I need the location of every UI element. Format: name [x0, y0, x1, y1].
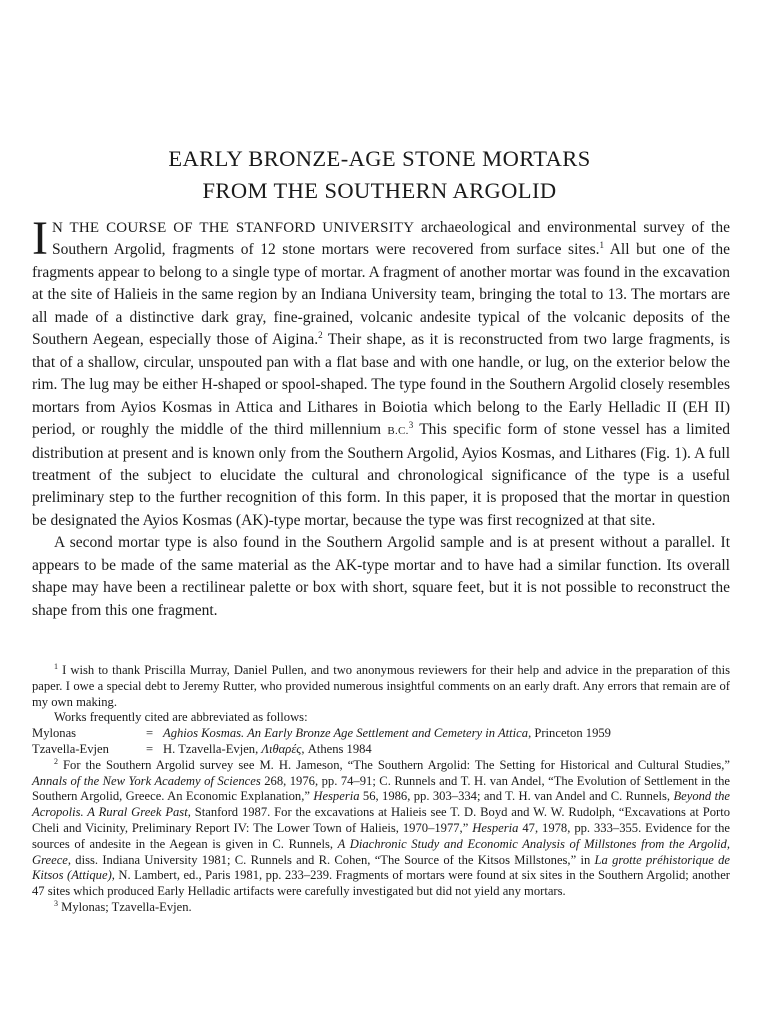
abbreviation-key: Tzavella-Evjen	[32, 741, 109, 756]
footnote-3-text: Mylonas; Tzavella-Evjen.	[58, 899, 192, 914]
citation-title: Annals of the New York Academy of Sciences	[32, 773, 261, 788]
paragraph-1	[32, 212, 730, 532]
abbreviation-value	[163, 742, 730, 758]
footnote-ref-3[interactable]: 3	[408, 420, 414, 431]
footnote-2-text: , diss. Indiana University 1981; C. Runnels and R. Cohen, “The Source of the Kitsos Millstones,” in	[67, 852, 595, 867]
abbreviation-value	[163, 726, 730, 742]
footnote-2-text: 268, 1976, pp. 74–91; C. Runnels and T. H. van Andel, “The Evolution of Settlement in the Southern Argolid, Greece. An Economic Explanation,”	[32, 773, 730, 804]
abbreviation-key: Mylonas	[32, 726, 77, 741]
footnote-1-text: I wish to thank Priscilla Murray, Daniel Pullen, and two anonymous reviewers for their help and advice in the preparation of this paper. I owe a special debt to Jeremy Rutter, who provided numerous insightful comments on an early draft. Any errors that remain are of my own making.	[32, 663, 730, 709]
citation-title: La grotte préhistorique de Kitsos (Attique)	[32, 852, 730, 883]
footnote-ref-2[interactable]: 2	[318, 330, 323, 341]
abbreviation-rest: , Athens 1984	[301, 741, 372, 756]
small-caps-lead: N THE COURSE OF THE STANFORD UNIVERSITY	[51, 220, 415, 236]
footnote-3-number: 3	[54, 898, 58, 908]
citation-title: A Diachronic Study and Economic Analysis of Millstones from the Argolid, Greece	[32, 836, 730, 867]
paragraph-2: A second mortar type is also found in the Southern Argolid sample and is at present without a parallel. It appears to be made of the same material as the AK-type mortar and to have had a similar function. Its overall shape may have been a rectilinear palette or box with short, square feet, but it is not possible to reconstruct the shape from this one fragment.	[32, 534, 730, 619]
citation-title: Beyond the Acropolis. A Rural Greek Past	[32, 789, 731, 820]
article-title-line-1: EARLY BRONZE-AGE STONE MORTARS	[168, 146, 591, 171]
footnote-2-text: 56, 1986, pp. 303–334; and T. H. van Andel and C. Runnels,	[359, 789, 674, 804]
works-cited-intro: Works frequently cited are abbreviated as follows:	[54, 710, 308, 725]
article-body	[32, 212, 730, 622]
footnote-ref-1[interactable]: 1	[599, 240, 604, 251]
paragraph-1-text-b: All but one of the fragments appear to belong to a single type of mortar. A fragment of another mortar was found in the excavation at the site of Halieis in the same region by an Indiana University team, bringing the total to 13. The mortars are all made of a distinctive dark gray, fine-grained, volcanic andesite typical of the volcanic deposits of the Southern Aegean, especially those of Aigina.	[32, 241, 730, 349]
drop-cap: I	[32, 212, 48, 265]
footnote-2-text: , N. Lambert, ed., Paris 1981, pp. 233–239. Fragments of mortars were found at six sites in the Southern Argolid; another 47 sites which produced Early Helladic artifacts were carefully investigated but did not yield any mortars.	[32, 868, 730, 899]
abbreviation-title: Λιθαρές	[261, 741, 302, 756]
footnote-1	[32, 663, 730, 710]
footnote-3	[32, 900, 730, 916]
abbreviation-row	[32, 742, 730, 758]
abbreviation-author: H. Tzavella-Evjen,	[163, 741, 262, 756]
footnote-2-text: 47, 1978, pp. 333–355. Evidence for the sources of andesite in the Aegean is given in C. Runnels,	[32, 820, 730, 851]
abbreviation-equals: =	[146, 741, 154, 756]
article-title-line-2: FROM THE SOUTHERN ARGOLID	[202, 178, 557, 203]
paragraph-1-text-a: archaeological and environmental survey of the Southern Argolid, fragments of 12 stone mortars were recovered from surface sites.	[51, 219, 730, 259]
era-abbreviation: B.C.	[387, 425, 409, 438]
footnote-2-text: For the Southern Argolid survey see M. H. Jameson, “The Southern Argolid: The Setting for Historical and Cultural Studies,”	[58, 757, 730, 772]
footnote-2-text: , Stanford 1987. For the excavations at Halieis see T. D. Boyd and W. W. Rudolph, “Excavations at Porto Cheli and Vicinity, Preliminary Report IV: The Lower Town of Halieis, 1970–1977,”	[32, 805, 730, 835]
citation-title: Hesperia	[313, 789, 360, 804]
footnote-1-number: 1	[54, 662, 58, 671]
abbreviation-rest: , Princeton 1959	[528, 726, 611, 741]
paragraph-1-text-c: Their shape, as it is reconstructed from two large fragments, is that of a shallow, circular, unspouted pan with a flat base and with one handle, or lug, on the exterior below the rim. The lug may be either H-shaped or spool-shaped. The type found in the Southern Argolid closely resembles mortars from Ayios Kosmas in Attica and Lithares in Boiotia which belong to the Early Helladic II (EH II) period, or roughly the middle of the third millennium	[32, 331, 730, 439]
abbreviation-equals: =	[146, 726, 154, 741]
footnotes	[32, 663, 730, 916]
paragraph-1-text-d: This specific form of stone vessel has a limited distribution at present and is known only from the Southern Argolid, Ayios Kosmas, and Lithares (Fig. 1). A full treatment of the subject to elucidate the cultural and chronological significance of the type is a useful preliminary step to the further recognition of this form. In this paper, it is proposed that the mortar in question be designated the Ayios Kosmas (AK)-type mortar, because the type was first recognized at that site.	[32, 421, 730, 529]
footnote-2-number: 2	[54, 756, 58, 766]
footnote-2	[32, 758, 730, 900]
citation-title: Hesperia	[472, 820, 519, 835]
abbreviation-title: Aghios Kosmas. An Early Bronze Age Settlement and Cemetery in Attica	[163, 726, 529, 741]
abbreviation-row	[32, 726, 730, 742]
